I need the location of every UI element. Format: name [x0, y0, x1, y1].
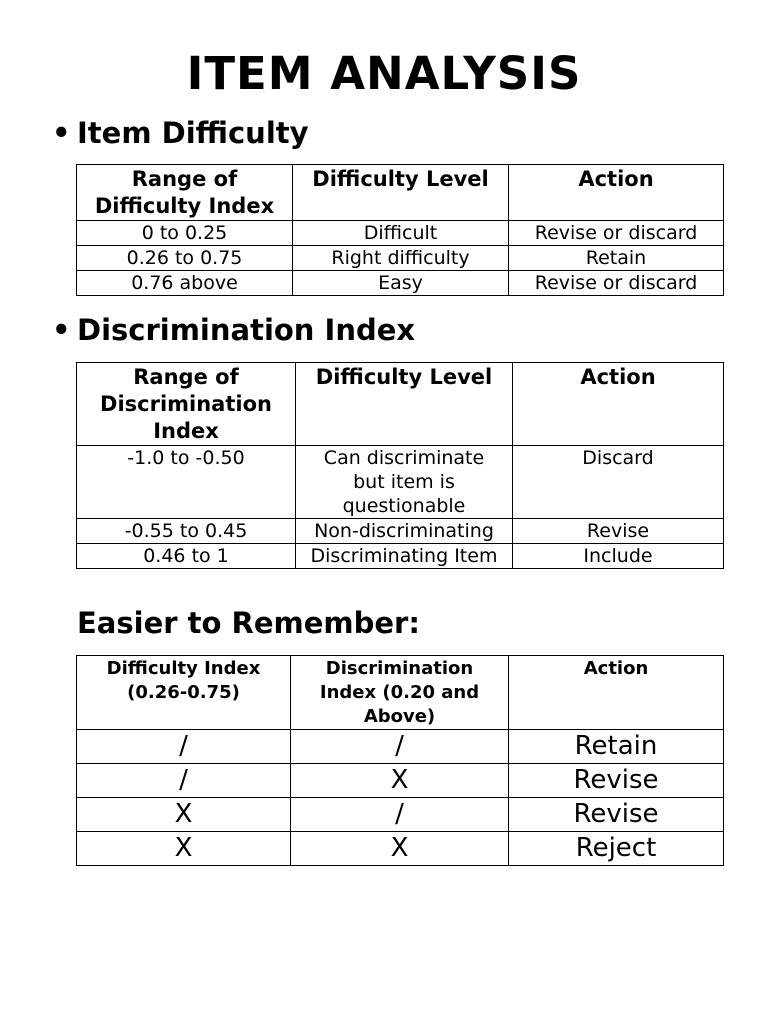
table-cell: Retain: [509, 730, 724, 764]
table-row: [77, 730, 724, 764]
table-row: [77, 271, 724, 296]
table-cell: /: [291, 798, 509, 832]
table-cell: Discard: [513, 446, 724, 519]
table-row: [77, 544, 724, 569]
column-header: Range of Difficulty Index: [77, 165, 293, 221]
table-cell: Easy: [293, 271, 509, 296]
column-header: Difficulty Index (0.26-0.75): [77, 656, 291, 730]
table-row: [77, 246, 724, 271]
table-row: [77, 764, 724, 798]
table-cell: Difficult: [293, 221, 509, 246]
table-row: [77, 832, 724, 866]
table-row: [77, 221, 724, 246]
table-row: [77, 798, 724, 832]
table-cell: /: [77, 730, 291, 764]
bullet-icon: •: [52, 116, 71, 150]
bullet-icon: •: [52, 313, 71, 347]
table-cell: Non-discriminating: [296, 519, 513, 544]
table-cell: Include: [513, 544, 724, 569]
table-row: [77, 519, 724, 544]
table-cell: Can discriminate but item is questionable: [296, 446, 513, 519]
table-cell: Revise or discard: [509, 221, 724, 246]
column-header: Action: [513, 363, 724, 446]
easier-to-remember-table: [76, 655, 724, 866]
section-heading-item-difficulty: [52, 115, 309, 151]
table-header-row: [77, 363, 724, 446]
table-cell: Right difficulty: [293, 246, 509, 271]
table-cell: -0.55 to 0.45: [77, 519, 296, 544]
column-header: Difficulty Level: [296, 363, 513, 446]
table-cell: Revise: [509, 764, 724, 798]
table-cell: 0 to 0.25: [77, 221, 293, 246]
table-cell: 0.76 above: [77, 271, 293, 296]
table-cell: X: [77, 798, 291, 832]
table-cell: 0.46 to 1: [77, 544, 296, 569]
column-header: Range of Discrimination Index: [77, 363, 296, 446]
page-title: ITEM ANALYSIS: [186, 47, 582, 100]
table-cell: X: [291, 764, 509, 798]
table-cell: /: [77, 764, 291, 798]
table-cell: Revise or discard: [509, 271, 724, 296]
discrimination-index-table: [76, 362, 724, 569]
table-cell: 0.26 to 0.75: [77, 246, 293, 271]
table-cell: Revise: [509, 798, 724, 832]
column-header: Action: [509, 165, 724, 221]
column-header: Discrimination Index (0.20 and Above): [291, 656, 509, 730]
section-heading-label: Item Difficulty: [77, 116, 309, 150]
table-cell: -1.0 to -0.50: [77, 446, 296, 519]
section-heading-discrimination-index: [52, 312, 415, 348]
table-cell: Discriminating Item: [296, 544, 513, 569]
section-heading-label: Discrimination Index: [77, 313, 416, 347]
table-cell: X: [291, 832, 509, 866]
table-header-row: [77, 656, 724, 730]
table-row: [77, 446, 724, 519]
section-heading-easier-to-remember: Easier to Remember:: [77, 606, 420, 640]
table-cell: Revise: [513, 519, 724, 544]
table-cell: X: [77, 832, 291, 866]
table-cell: Retain: [509, 246, 724, 271]
column-header: Action: [509, 656, 724, 730]
column-header: Difficulty Level: [293, 165, 509, 221]
item-difficulty-table: [76, 164, 724, 296]
table-cell: Reject: [509, 832, 724, 866]
table-header-row: [77, 165, 724, 221]
table-cell: /: [291, 730, 509, 764]
